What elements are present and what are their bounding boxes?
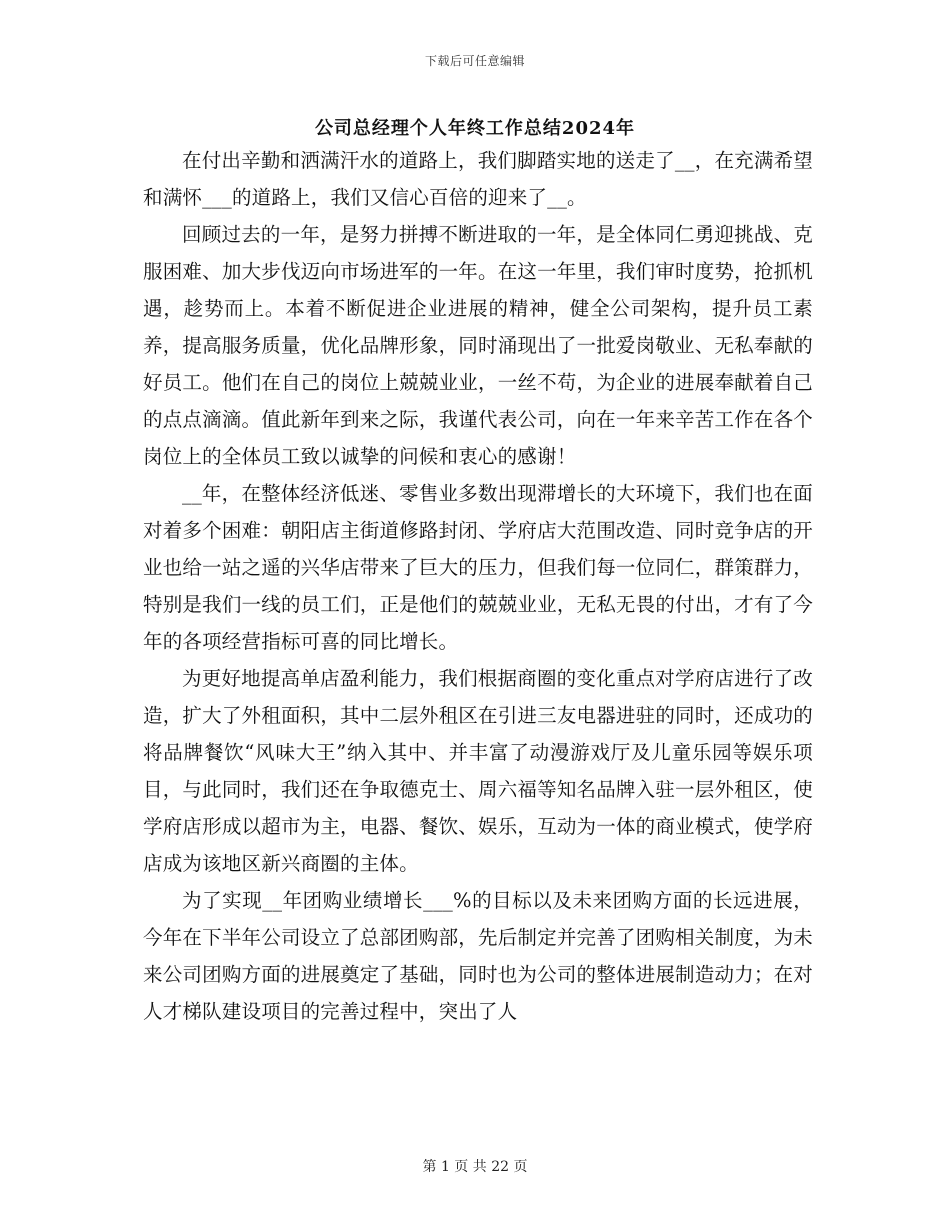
paragraph-4: 为更好地提高单店盈利能力，我们根据商圈的变化重点对学府店进行了改造，扩大了外租面积，其中二层外租区在引进三友电器进驻的同时，还成功的将品牌餐饮“风味大王”纳入其中、并丰富了动漫游戏厅及儿童乐园等娱乐项目，与此同时，我们还在争取德克士、周六福等知名品牌入驻一层外租区，使学府店形成以超市为主，电器、餐饮、娱乐，互动为一体的商业模式，使学府店成为该地区新兴商圈的主体。	[143, 667, 813, 875]
document-body	[143, 142, 813, 1030]
paragraph-5: 为了实现__年团购业绩增长___%的目标以及未来团购方面的长远进展，今年在下半年公司设立了总部团购部，先后制定并完善了团购相关制度，为未来公司团购方面的进展奠定了基础，同时也为公司的整体进展制造动力；在对人才梯队建设项目的完善过程中，突出了人	[143, 889, 813, 1023]
paragraph-2: 回顾过去的一年，是努力拼搏不断进取的一年，是全体同仁勇迎挑战、克服困难、加大步伐迈向市场进军的一年。在这一年里，我们审时度势，抢抓机遇，趁势而上。本着不断促进企业进展的精神，健全公司架构，提升员工素养，提高服务质量，优化品牌形象，同时涌现出了一批爱岗敬业、无私奉献的好员工。他们在自己的岗位上兢兢业业，一丝不苟，为企业的进展奉献着自己的点点滴滴。值此新年到来之际，我谨代表公司，向在一年来辛苦工作在各个岗位上的全体员工致以诚挚的问候和衷心的感谢！	[143, 223, 813, 468]
page-header-note: 下载后可任意编辑	[424, 54, 525, 68]
paragraph-3: __年，在整体经济低迷、零售业多数出现滞增长的大环境下，我们也在面对着多个困难：朝阳店主街道修路封闭、学府店大范围改造、同时竞争店的开业也给一站之遥的兴华店带来了巨大的压力，但我们每一位同仁，群策群力，特别是我们一线的员工们，正是他们的兢兢业业，无私无畏的付出，才有了今年的各项经营指标可喜的同比增长。	[143, 482, 813, 653]
paragraph-1: 在付出辛勤和洒满汗水的道路上，我们脚踏实地的送走了__，在充满希望和满怀___的道路上，我们又信心百倍的迎来了__。	[143, 149, 813, 209]
page-number: 第 1 页 共 22 页	[422, 1159, 528, 1175]
document-title: 公司总经理个人年终工作总结2024年	[314, 118, 636, 139]
